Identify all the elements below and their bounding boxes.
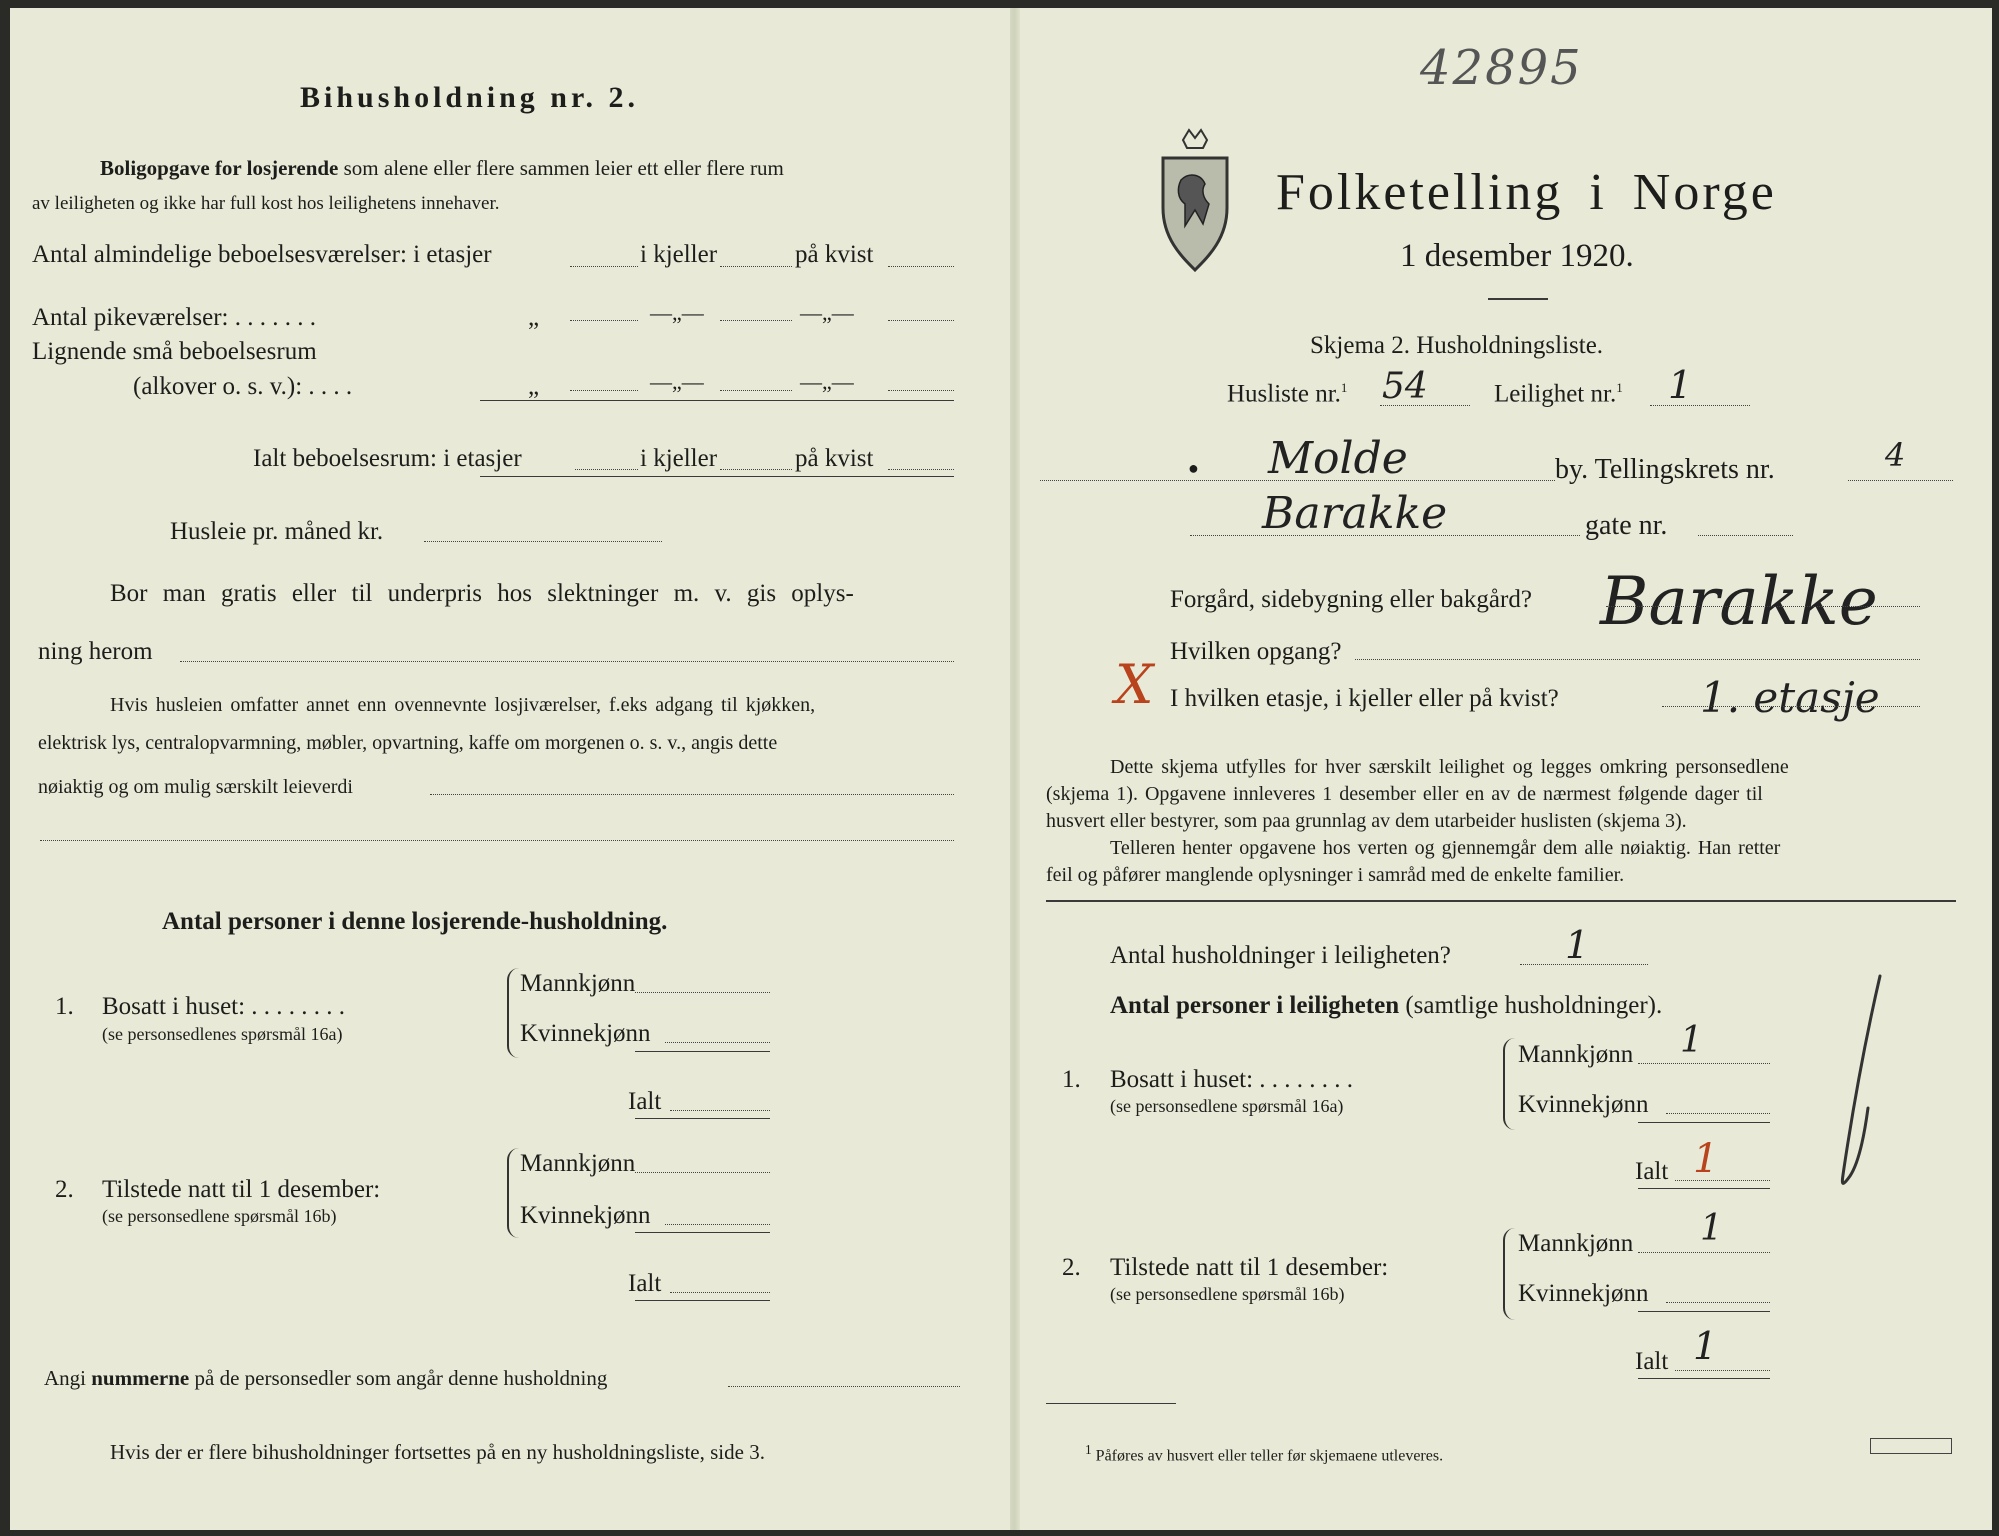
rooms-kjeller-label: i kjeller xyxy=(640,241,718,268)
small-rooms-label-1: Lignende små beboelsesrum xyxy=(32,338,317,365)
total-kvist-label: på kvist xyxy=(795,445,874,472)
husliste-line xyxy=(1380,405,1470,406)
persons-bold: Antal personer i leiligheten xyxy=(1110,992,1400,1019)
leilighet-sup: 1 xyxy=(1616,380,1623,395)
right-q1-brace xyxy=(1503,1038,1519,1130)
sum-rule xyxy=(480,400,954,401)
left-q1-mann-line[interactable] xyxy=(635,992,770,993)
left-q1-sum-rule xyxy=(635,1051,770,1052)
small-rooms-line-3[interactable] xyxy=(888,390,954,391)
gratis-label-1: Bor man gratis eller til underpris hos slektninger m. v. gis oplys- xyxy=(110,580,854,607)
census-form-page xyxy=(10,8,1992,1530)
title-rule xyxy=(1488,298,1548,300)
instructions-line-5: feil og påfører manglende oplysninger i samråd med de enkelte familier. xyxy=(1046,864,1625,886)
left-q1-mann-label: Mannkjønn xyxy=(520,970,636,997)
left-persons-heading: Antal personer i denne losjerende-husholdning. xyxy=(162,908,668,935)
rooms-kvist-line[interactable] xyxy=(888,266,954,267)
printer-mark xyxy=(1870,1438,1952,1454)
right-q2-ialt-rule xyxy=(1638,1378,1770,1379)
left-q2-sum-rule xyxy=(635,1232,770,1233)
rooms-kjeller-line[interactable] xyxy=(720,266,792,267)
includes-label-3: nøiaktig og om mulig særskilt leieverdi xyxy=(38,776,353,798)
right-q2-ialt-label: Ialt xyxy=(1635,1348,1669,1375)
opgang-line[interactable] xyxy=(1355,659,1920,660)
intro-line-1 xyxy=(100,156,784,181)
etasje-value[interactable]: 1. etasje xyxy=(1700,673,1880,722)
pike-ditto: „ xyxy=(528,304,540,331)
right-q1-ialt-value[interactable]: 1 xyxy=(1693,1136,1719,1182)
instructions-line-4: Telleren henter opgavene hos verten og gjennemgår dem alle nøiaktig. Han retter xyxy=(1110,837,1781,859)
right-title: Folketelling i Norge xyxy=(1276,164,1777,221)
left-q2-kvinne-line[interactable] xyxy=(665,1224,770,1225)
krets-value[interactable]: 4 xyxy=(1885,436,1906,474)
archive-number: 42895 xyxy=(1420,40,1583,96)
instructions-line-2: (skjema 1). Opgavene innleveres 1 desember eller en av de nærmest følgende dager til xyxy=(1046,783,1763,805)
right-q2-kvinne-line[interactable] xyxy=(1666,1302,1770,1303)
schema-label: Skjema 2. Husholdningsliste. xyxy=(1310,332,1604,359)
left-q2-mann-line[interactable] xyxy=(635,1172,770,1173)
city-line xyxy=(1040,480,1555,481)
left-q1-number: 1. xyxy=(55,993,74,1020)
small-rooms-line-2[interactable] xyxy=(720,390,792,391)
right-q1-kvinne-label: Kvinnekjønn xyxy=(1518,1091,1649,1118)
right-q2-sum-rule xyxy=(1638,1311,1770,1312)
left-q2-number: 2. xyxy=(55,1176,74,1203)
right-q1-ialt-rule xyxy=(1638,1188,1770,1189)
left-q2-label: Tilstede natt til 1 desember: xyxy=(102,1176,381,1203)
pike-line-1[interactable] xyxy=(570,320,638,321)
rooms-etasjer-line[interactable] xyxy=(570,266,638,267)
households-value[interactable]: 1 xyxy=(1565,923,1590,967)
small-rooms-dash-1: —„— xyxy=(650,369,704,394)
husliste-sup: 1 xyxy=(1340,380,1348,395)
leilighet-text: Leilighet nr. xyxy=(1494,380,1617,408)
left-title: Bihusholdning nr. 2. xyxy=(300,81,640,114)
pike-label: Antal pikeværelser: . . . . . . . xyxy=(32,304,316,331)
opgang-label: Hvilken opgang? xyxy=(1170,638,1342,665)
krets-line xyxy=(1848,480,1953,481)
right-q2-sub: (se personsedlene spørsmål 16b) xyxy=(1110,1284,1345,1304)
right-q2-mann-line xyxy=(1638,1252,1770,1253)
etasje-line xyxy=(1662,706,1920,707)
right-q2-ialt-line xyxy=(1675,1370,1770,1371)
census-date: 1 desember 1920. xyxy=(1400,238,1634,274)
street-value[interactable]: Barakke xyxy=(1262,488,1448,539)
right-q1-sub: (se personsedlene spørsmål 16a) xyxy=(1110,1096,1344,1116)
total-rooms-label: Ialt beboelsesrum: i etasjer xyxy=(253,445,522,472)
check-stroke-icon xyxy=(1828,968,1888,1198)
small-rooms-label-2: (alkover o. s. v.): . . . . xyxy=(133,373,353,400)
total-kjeller-label: i kjeller xyxy=(640,445,718,472)
includes-label-1: Hvis husleien omfatter annet enn ovennevnte losjiværelser, f.eks adgang til kjøkken, xyxy=(110,694,816,716)
footnote-sup: 1 xyxy=(1085,1442,1092,1457)
footnote-text: Påføres av husvert eller teller før skjemaene utleveres. xyxy=(1095,1447,1444,1465)
total-kjeller-line[interactable] xyxy=(720,469,792,470)
pike-dash-1: —„— xyxy=(650,300,704,325)
total-etasjer-line[interactable] xyxy=(575,469,638,470)
numbers-label xyxy=(44,1366,607,1391)
rooms-kvist-label: på kvist xyxy=(795,241,874,268)
left-q1-ialt-line[interactable] xyxy=(670,1110,770,1111)
left-q2-ialt-label: Ialt xyxy=(628,1270,662,1297)
households-line xyxy=(1520,964,1648,965)
forgaard-value[interactable]: Barakke xyxy=(1600,563,1878,640)
footnote xyxy=(1085,1442,1443,1465)
husliste-value[interactable]: 54 xyxy=(1382,366,1428,407)
left-q1-ialt-label: Ialt xyxy=(628,1088,662,1115)
forgaard-line xyxy=(1606,606,1920,607)
forgaard-label: Forgård, sidebygning eller bakgård? xyxy=(1170,586,1532,613)
husliste-text: Husliste nr. xyxy=(1227,380,1341,408)
continue-note: Hvis der er flere bihusholdninger fortsettes på en ny husholdningsliste, side 3. xyxy=(110,1440,765,1464)
right-q1-kvinne-line[interactable] xyxy=(1666,1113,1770,1114)
right-q1-label: Bosatt i huset: . . . . . . . . xyxy=(1110,1066,1354,1093)
leilighet-value[interactable]: 1 xyxy=(1668,363,1693,407)
pike-line-3[interactable] xyxy=(888,320,954,321)
right-q2-ialt-value[interactable]: 1 xyxy=(1693,1324,1718,1368)
rooms-label: Antal almindelige beboelsesværelser: i etasjer xyxy=(32,241,492,268)
street-line xyxy=(1190,535,1580,536)
page-fold xyxy=(1010,8,1020,1530)
left-q1-label: Bosatt i huset: . . . . . . . . xyxy=(102,993,346,1020)
left-q2-mann-label: Mannkjønn xyxy=(520,1150,636,1177)
intro-line-2: av leiligheten og ikke har full kost hos leilighetens innehaver. xyxy=(32,193,500,214)
instructions-line-3: husvert eller bestyrer, som paa grunnlag av dem utarbeider huslisten (skjema 3). xyxy=(1046,810,1687,832)
bullet-dot: ● xyxy=(1188,458,1199,478)
etasje-label: I hvilken etasje, i kjeller eller på kvist? xyxy=(1170,685,1559,712)
right-q2-mann-label: Mannkjønn xyxy=(1518,1230,1634,1257)
intro-rest: som alene eller flere sammen leier ett eller flere rum xyxy=(343,156,784,180)
leilighet-label xyxy=(1494,380,1623,408)
left-q2-sub: (se personsedlene spørsmål 16b) xyxy=(102,1206,337,1226)
pike-line-2[interactable] xyxy=(720,320,792,321)
includes-line-2[interactable] xyxy=(40,840,954,841)
numbers-pre: Angi xyxy=(44,1366,86,1390)
right-q2-brace xyxy=(1503,1228,1519,1320)
right-q1-ialt-label: Ialt xyxy=(1635,1158,1669,1185)
husliste-label xyxy=(1227,380,1347,408)
right-q1-mann-line xyxy=(1638,1063,1770,1064)
includes-line-1[interactable] xyxy=(430,794,954,795)
red-x-mark: X xyxy=(1115,653,1154,716)
persons-rest: (samtlige husholdninger). xyxy=(1405,992,1663,1019)
right-q1-number: 1. xyxy=(1062,1066,1081,1093)
city-value[interactable]: Molde xyxy=(1268,433,1408,484)
right-persons-heading xyxy=(1110,992,1662,1020)
gate-line xyxy=(1698,535,1793,536)
intro-bold: Boligopgave for losjerende xyxy=(100,156,339,180)
small-rooms-ditto: „ xyxy=(528,373,540,400)
right-q1-mann-value[interactable]: 1 xyxy=(1680,1020,1703,1061)
instructions-line-1: Dette skjema utfylles for hver særskilt leilighet og legges omkring personsedlene xyxy=(1110,756,1789,778)
gratis-line[interactable] xyxy=(180,661,954,662)
footnote-rule xyxy=(1046,1403,1176,1404)
households-label: Antal husholdninger i leiligheten? xyxy=(1110,942,1451,969)
numbers-post: på de personsedler som angår denne husholdning xyxy=(194,1366,608,1390)
numbers-bold: nummerne xyxy=(91,1366,190,1390)
left-q1-kvinne-label: Kvinnekjønn xyxy=(520,1020,651,1047)
numbers-line[interactable] xyxy=(728,1386,960,1387)
right-q2-kvinne-label: Kvinnekjønn xyxy=(1518,1280,1649,1307)
left-q2-ialt-line[interactable] xyxy=(670,1292,770,1293)
by-tellingskrets-label: by. Tellingskrets nr. xyxy=(1555,454,1775,485)
instructions-rule xyxy=(1046,900,1956,902)
gate-label: gate nr. xyxy=(1585,510,1668,541)
left-q2-ialt-rule xyxy=(635,1300,770,1301)
small-rooms-line-1[interactable] xyxy=(570,390,638,391)
right-q2-mann-value[interactable]: 1 xyxy=(1700,1208,1723,1249)
left-q2-kvinne-label: Kvinnekjønn xyxy=(520,1202,651,1229)
pike-dash-2: —„— xyxy=(800,300,854,325)
rent-line[interactable] xyxy=(424,541,662,542)
leilighet-line xyxy=(1650,405,1750,406)
left-q1-sub: (se personsedlenes spørsmål 16a) xyxy=(102,1024,343,1044)
right-q1-ialt-line xyxy=(1675,1180,1770,1181)
right-q1-sum-rule xyxy=(1638,1122,1770,1123)
small-rooms-dash-2: —„— xyxy=(800,369,854,394)
right-q2-number: 2. xyxy=(1062,1254,1081,1281)
gratis-label-2: ning herom xyxy=(38,638,153,665)
includes-label-2: elektrisk lys, centralopvarmning, møbler, opvartning, kaffe om morgenen o. s. v., angis dette xyxy=(38,732,778,754)
left-q1-ialt-rule xyxy=(635,1118,770,1119)
norway-coat-of-arms-icon xyxy=(1155,120,1235,280)
rent-label: Husleie pr. måned kr. xyxy=(170,518,384,545)
left-q1-kvinne-line[interactable] xyxy=(665,1042,770,1043)
total-rule xyxy=(480,476,954,477)
total-kvist-line[interactable] xyxy=(888,469,954,470)
right-q1-mann-label: Mannkjønn xyxy=(1518,1041,1634,1068)
right-q2-label: Tilstede natt til 1 desember: xyxy=(1110,1254,1389,1281)
